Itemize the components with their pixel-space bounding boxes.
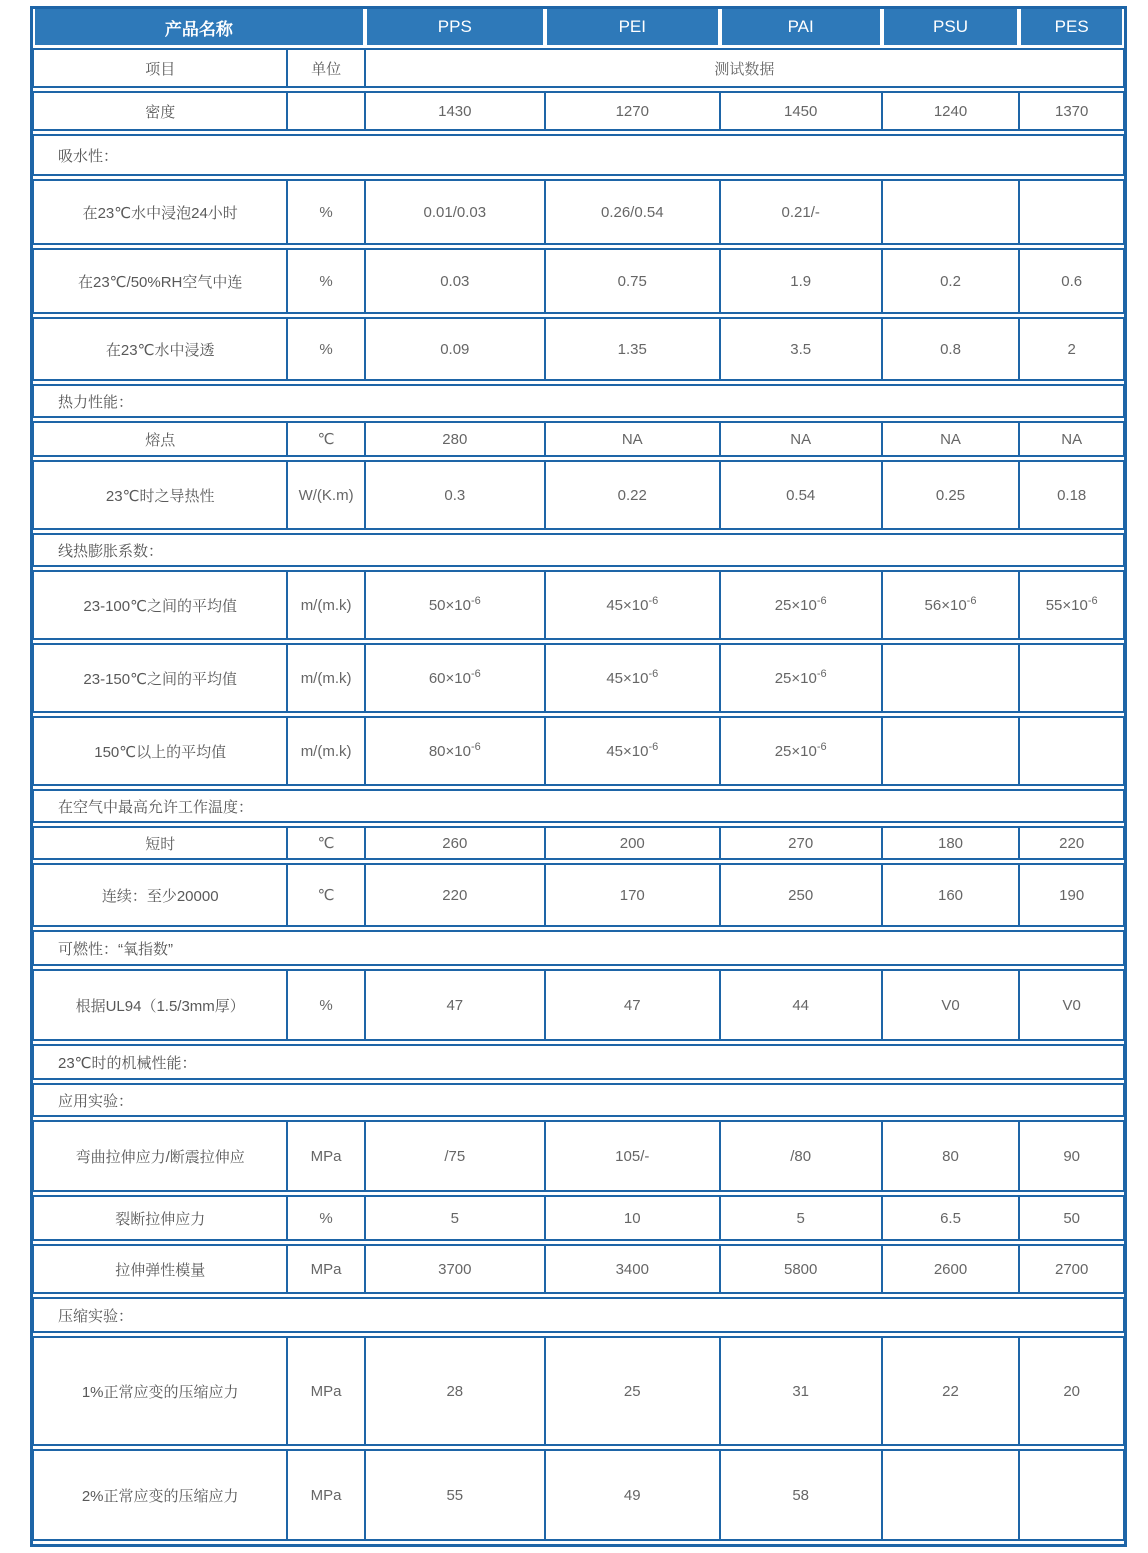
cell-value: /75 <box>365 1120 545 1192</box>
exponent: -6 <box>816 740 827 753</box>
cell-value <box>882 179 1020 245</box>
test-data-header: 测试数据 <box>365 48 1124 88</box>
table-row <box>33 863 1124 927</box>
cell-value <box>1019 643 1124 713</box>
cell-value: 2 <box>1019 317 1124 381</box>
cell-value: 250 <box>720 863 882 927</box>
product-spec-table <box>33 6 1124 1544</box>
row-unit: % <box>287 248 364 314</box>
exponent: -6 <box>966 594 977 607</box>
section-label: 线热膨胀系数： <box>33 533 1124 567</box>
cell-value: 2700 <box>1019 1244 1124 1294</box>
row-label: 在23℃水中浸透 <box>33 317 287 381</box>
row-unit: m/(m.k) <box>287 570 364 640</box>
row-unit: % <box>287 179 364 245</box>
cell-value <box>1019 1449 1124 1541</box>
cell-value: 1430 <box>365 91 545 131</box>
table-row <box>33 1120 1124 1192</box>
cell-value: 22 <box>882 1336 1020 1446</box>
cell-value: 3700 <box>365 1244 545 1294</box>
section-row <box>33 134 1124 176</box>
cell-value: 44 <box>720 969 882 1041</box>
column-header-pai: PAI <box>720 9 882 45</box>
table-row <box>33 91 1124 131</box>
cell-value: 105/- <box>545 1120 720 1192</box>
cell-value: $60\times 10^{-6}$ <box>365 643 545 713</box>
row-label: 2%正常应变的压缩应力 <box>33 1449 287 1541</box>
subheader-row <box>33 48 1124 88</box>
exponent: -6 <box>816 594 827 607</box>
row-label: 23-150℃之间的平均值 <box>33 643 287 713</box>
cell-value: 1.35 <box>545 317 720 381</box>
cell-value: 50 <box>1019 1195 1124 1241</box>
section-row <box>33 384 1124 418</box>
cell-value: 2600 <box>882 1244 1020 1294</box>
cell-value: 3400 <box>545 1244 720 1294</box>
table-row <box>33 460 1124 530</box>
table-row <box>33 421 1124 457</box>
cell-value: $25\times 10^{-6}$ <box>720 570 882 640</box>
table-row <box>33 969 1124 1041</box>
cell-value: 0.75 <box>545 248 720 314</box>
exponent: -6 <box>648 740 659 753</box>
product-header-row <box>33 9 1124 45</box>
cell-value: 220 <box>365 863 545 927</box>
exponent: -6 <box>1087 594 1098 607</box>
cell-value: 31 <box>720 1336 882 1446</box>
cell-value: 0.25 <box>882 460 1020 530</box>
table-row <box>33 1195 1124 1241</box>
cell-value <box>1019 179 1124 245</box>
exponent: -6 <box>470 594 481 607</box>
cell-value <box>882 643 1020 713</box>
table-frame <box>30 6 1127 1547</box>
cell-value: 1270 <box>545 91 720 131</box>
section-row <box>33 789 1124 823</box>
cell-value: $50\times 10^{-6}$ <box>365 570 545 640</box>
cell-value: 0.2 <box>882 248 1020 314</box>
row-label: 23-100℃之间的平均值 <box>33 570 287 640</box>
cell-value: 0.22 <box>545 460 720 530</box>
table-body <box>33 91 1124 1541</box>
row-unit: MPa <box>287 1244 364 1294</box>
cell-value: 28 <box>365 1336 545 1446</box>
section-label: 压缩实验： <box>33 1297 1124 1333</box>
row-label: 弯曲拉伸应力/断震拉伸应 <box>33 1120 287 1192</box>
cell-value: 1370 <box>1019 91 1124 131</box>
row-label: 连续：至少20000 <box>33 863 287 927</box>
table-row <box>33 179 1124 245</box>
section-row <box>33 1083 1124 1117</box>
cell-value: $45\times 10^{-6}$ <box>545 643 720 713</box>
cell-value: /80 <box>720 1120 882 1192</box>
exponent: -6 <box>648 594 659 607</box>
row-unit: % <box>287 969 364 1041</box>
section-row <box>33 1044 1124 1080</box>
cell-value: 190 <box>1019 863 1124 927</box>
table-row <box>33 1336 1124 1446</box>
cell-value: 180 <box>882 826 1020 860</box>
cell-value <box>1019 716 1124 786</box>
cell-value: 10 <box>545 1195 720 1241</box>
cell-value: 90 <box>1019 1120 1124 1192</box>
row-label: 23℃时之导热性 <box>33 460 287 530</box>
item-column-header: 项目 <box>33 48 287 88</box>
cell-value: $56\times 10^{-6}$ <box>882 570 1020 640</box>
cell-value: 20 <box>1019 1336 1124 1446</box>
cell-value: 270 <box>720 826 882 860</box>
exponent: -6 <box>816 667 827 680</box>
column-header-pes: PES <box>1019 9 1124 45</box>
cell-value: 6.5 <box>882 1195 1020 1241</box>
cell-value: 5 <box>720 1195 882 1241</box>
cell-value: 0.54 <box>720 460 882 530</box>
row-label: 在23℃/50%RH空气中连 <box>33 248 287 314</box>
cell-value: 0.03 <box>365 248 545 314</box>
row-label: 在23℃水中浸泡24小时 <box>33 179 287 245</box>
table-row <box>33 643 1124 713</box>
row-unit: ℃ <box>287 826 364 860</box>
cell-value: NA <box>1019 421 1124 457</box>
row-unit: MPa <box>287 1120 364 1192</box>
section-label: 23℃时的机械性能： <box>33 1044 1124 1080</box>
row-unit: MPa <box>287 1336 364 1446</box>
row-label: 短时 <box>33 826 287 860</box>
row-unit: W/(K.m) <box>287 460 364 530</box>
row-unit: m/(m.k) <box>287 716 364 786</box>
row-unit: ℃ <box>287 863 364 927</box>
exponent: -6 <box>648 667 659 680</box>
cell-value: 47 <box>365 969 545 1041</box>
cell-value: 160 <box>882 863 1020 927</box>
row-label: 150℃以上的平均值 <box>33 716 287 786</box>
section-row <box>33 930 1124 966</box>
column-header-pei: PEI <box>545 9 720 45</box>
row-label: 密度 <box>33 91 287 131</box>
column-header-pps: PPS <box>365 9 545 45</box>
product-name-header: 产品名称 <box>33 9 365 45</box>
cell-value: 47 <box>545 969 720 1041</box>
cell-value: 1240 <box>882 91 1020 131</box>
cell-value: NA <box>882 421 1020 457</box>
cell-value: 0.6 <box>1019 248 1124 314</box>
exponent: -6 <box>470 740 481 753</box>
cell-value: 0.3 <box>365 460 545 530</box>
row-unit: % <box>287 1195 364 1241</box>
cell-value: $45\times 10^{-6}$ <box>545 716 720 786</box>
section-label: 可燃性：“氧指数” <box>33 930 1124 966</box>
row-label: 1%正常应变的压缩应力 <box>33 1336 287 1446</box>
cell-value: 0.8 <box>882 317 1020 381</box>
cell-value: 49 <box>545 1449 720 1541</box>
cell-value: 220 <box>1019 826 1124 860</box>
row-label: 裂断拉伸应力 <box>33 1195 287 1241</box>
unit-column-header: 单位 <box>287 48 364 88</box>
cell-value: V0 <box>1019 969 1124 1041</box>
cell-value: $25\times 10^{-6}$ <box>720 716 882 786</box>
section-label: 热力性能： <box>33 384 1124 418</box>
cell-value: 0.01/0.03 <box>365 179 545 245</box>
cell-value: 0.26/0.54 <box>545 179 720 245</box>
section-label: 应用实验： <box>33 1083 1124 1117</box>
row-unit <box>287 91 364 131</box>
table-row <box>33 716 1124 786</box>
cell-value: 170 <box>545 863 720 927</box>
cell-value: 58 <box>720 1449 882 1541</box>
table-row <box>33 826 1124 860</box>
cell-value: 5800 <box>720 1244 882 1294</box>
section-label: 吸水性： <box>33 134 1124 176</box>
cell-value: $55\times 10^{-6}$ <box>1019 570 1124 640</box>
cell-value: 55 <box>365 1449 545 1541</box>
cell-value: 1.9 <box>720 248 882 314</box>
section-label: 在空气中最高允许工作温度： <box>33 789 1124 823</box>
row-label: 熔点 <box>33 421 287 457</box>
cell-value <box>882 1449 1020 1541</box>
row-unit: ℃ <box>287 421 364 457</box>
row-label: 拉伸弹性模量 <box>33 1244 287 1294</box>
cell-value: $45\times 10^{-6}$ <box>545 570 720 640</box>
cell-value: 80 <box>882 1120 1020 1192</box>
row-label: 根据UL94（1.5/3mm厚） <box>33 969 287 1041</box>
cell-value: 200 <box>545 826 720 860</box>
section-row <box>33 533 1124 567</box>
table-row <box>33 317 1124 381</box>
cell-value: 280 <box>365 421 545 457</box>
cell-value: 0.09 <box>365 317 545 381</box>
cell-value: 0.21/- <box>720 179 882 245</box>
cell-value: $80\times 10^{-6}$ <box>365 716 545 786</box>
row-unit: m/(m.k) <box>287 643 364 713</box>
table-row <box>33 248 1124 314</box>
table-row <box>33 1244 1124 1294</box>
cell-value: 25 <box>545 1336 720 1446</box>
cell-value: 0.18 <box>1019 460 1124 530</box>
cell-value: 1450 <box>720 91 882 131</box>
row-unit: % <box>287 317 364 381</box>
table-row <box>33 570 1124 640</box>
cell-value: $25\times 10^{-6}$ <box>720 643 882 713</box>
cell-value <box>882 716 1020 786</box>
cell-value: 3.5 <box>720 317 882 381</box>
table-row <box>33 1449 1124 1541</box>
cell-value: NA <box>545 421 720 457</box>
row-unit: MPa <box>287 1449 364 1541</box>
exponent: -6 <box>470 667 481 680</box>
column-header-psu: PSU <box>882 9 1020 45</box>
cell-value: V0 <box>882 969 1020 1041</box>
cell-value: 260 <box>365 826 545 860</box>
cell-value: 5 <box>365 1195 545 1241</box>
section-row <box>33 1297 1124 1333</box>
cell-value: NA <box>720 421 882 457</box>
